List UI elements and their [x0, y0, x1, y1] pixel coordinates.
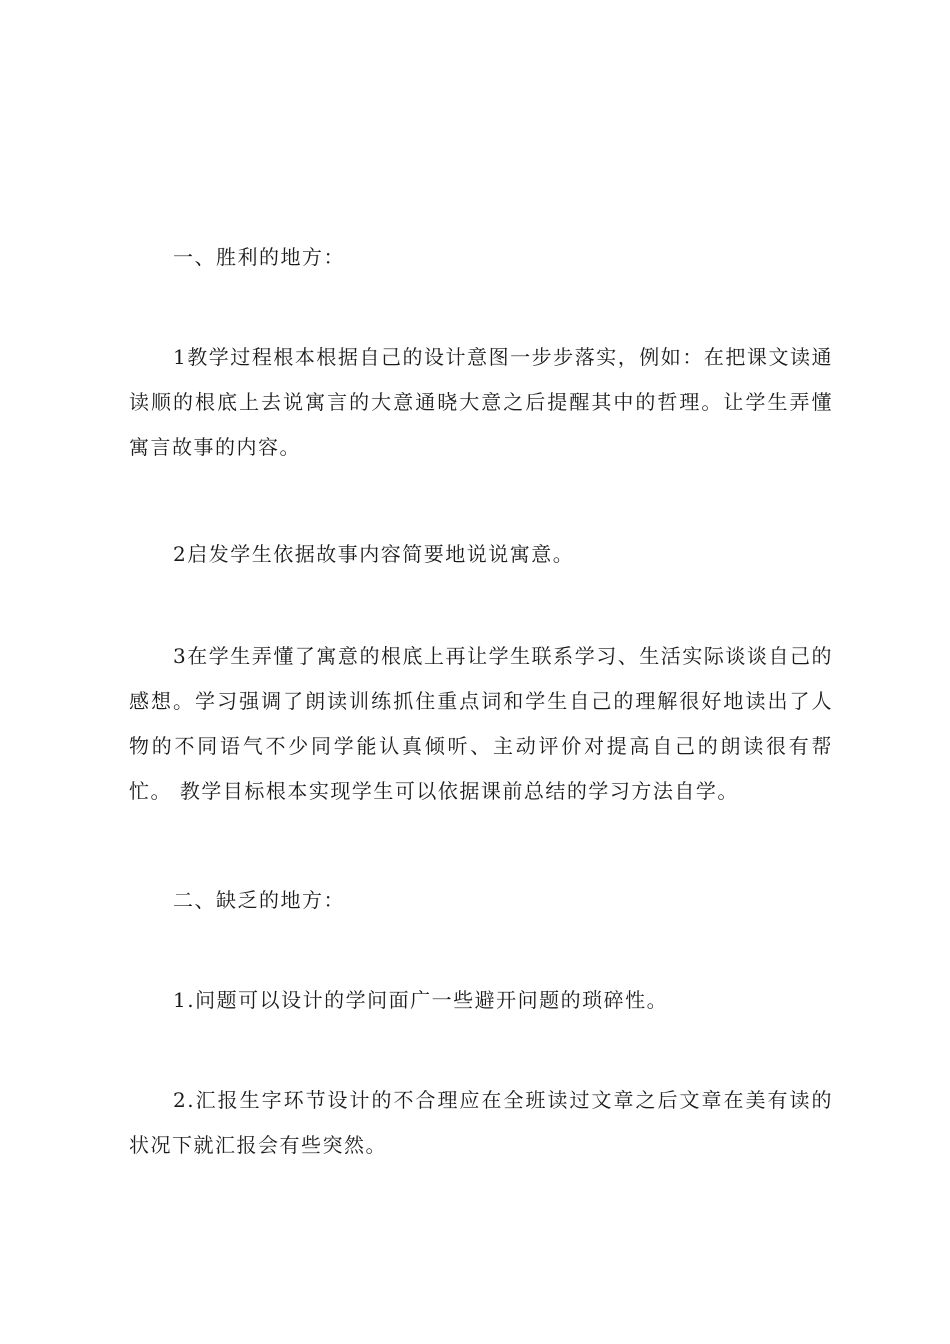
shortcoming-point-1: 1.问题可以设计的学问面广一些避开问题的琐碎性。 [173, 988, 669, 1012]
success-point-1: 1教学过程根本根据自己的设计意图一步步落实，例如：在把课文读通读顺的根底上去说寓言的大意通晓大意之后提醒其中的哲理。让学生弄懂寓言故事的内容。 [129, 345, 833, 459]
section-heading-shortcomings: 二、缺乏的地方： [173, 888, 345, 912]
success-point-2: 2启发学生依据故事内容简要地说说寓意。 [173, 542, 575, 566]
section-heading-successes: 一、胜利的地方： [173, 245, 345, 269]
success-point-3: 3在学生弄懂了寓意的根底上再让学生联系学习、生活实际谈谈自己的感想。学习强调了朗读训练抓住重点词和学生自己的理解很好地读出了人物的不同语气不少同学能认真倾听、主动评价对提高自己的朗读很有帮忙。 教学目标根本实现学生可以依据课前总结的学习方法自学。 [129, 644, 833, 803]
shortcoming-point-2: 2.汇报生字环节设计的不合理应在全班读过文章之后文章在美有读的状况下就汇报会有些突然。 [129, 1088, 833, 1157]
